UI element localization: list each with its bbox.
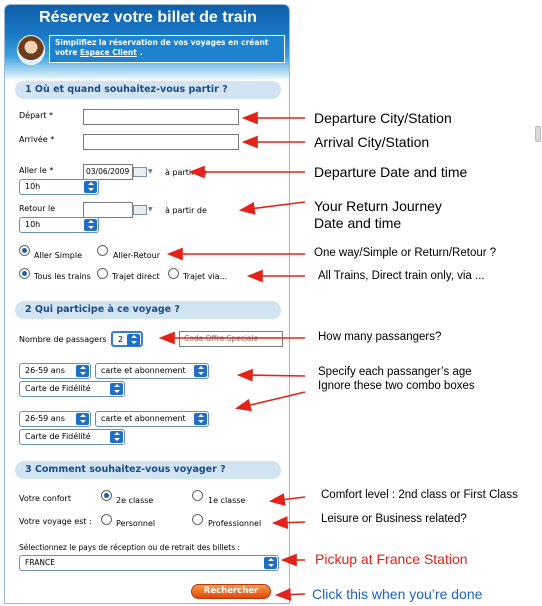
confort-label: Votre confort: [19, 494, 71, 503]
annotation-return-line1: Your Return Journey: [314, 198, 442, 214]
tous-trains-label: Tous les trains: [34, 272, 91, 281]
arrow-comfort: [272, 497, 305, 501]
aller-time-select[interactable]: 10h: [19, 179, 99, 195]
annotation-return-line2: Date and time: [314, 215, 402, 231]
aller-date-input[interactable]: 03/06/2009: [83, 164, 133, 180]
code-offre-input[interactable]: Code Offre Speciale: [179, 331, 283, 347]
annotation-depart: Departure City/Station: [314, 110, 452, 126]
espace-client-link[interactable]: Espace Client: [80, 48, 137, 57]
annotation-leisure: Leisure or Business related?: [321, 513, 467, 525]
annotation-one-way: One way/Simple or Return/Retour ?: [314, 247, 497, 259]
annotation-age-line1: Specify each passanger’s age: [318, 366, 472, 378]
p2-age-select[interactable]: 26-59 ans: [19, 411, 91, 427]
annotation-age-line2: Ignore these two combo boxes: [318, 380, 475, 392]
p1-age-select[interactable]: 26-59 ans: [19, 363, 91, 379]
banner-line2-prefix: votre: [55, 48, 81, 57]
banner-line2-suffix: .: [136, 48, 143, 57]
p1-fidelite-select[interactable]: Carte de Fidélité: [19, 381, 125, 397]
annotation-trains: All Trains, Direct train only, via ...: [318, 270, 485, 282]
form-title: Réservez votre billet de train: [39, 9, 257, 26]
professionnel-label: Professionnel: [208, 519, 262, 528]
retour-time-select[interactable]: 10h: [19, 217, 99, 233]
arrow-age-1: [240, 375, 305, 376]
pays-label: Sélectionnez le pays de réception ou de retrait des billets :: [19, 543, 241, 552]
voyage-label: Votre voyage est :: [19, 517, 92, 526]
passagers-select[interactable]: 2: [111, 331, 143, 347]
arrow-age-2: [238, 392, 305, 408]
aller-retour-label: Aller-Retour: [113, 251, 161, 260]
section-2-title: 2 Qui participe à ce voyage ?: [15, 301, 281, 319]
retour-partir-label: à partir de: [165, 206, 207, 215]
annotation-click: Click this when you’re done: [312, 586, 483, 602]
banner-line1: Simplifiez la réservation de vos voyages en créant: [55, 38, 269, 47]
annotation-pickup: Pickup at France Station: [315, 551, 468, 567]
p1-carte-select[interactable]: carte et abonnement: [95, 363, 209, 379]
calendar-dropdown-icon[interactable]: ▼: [148, 206, 153, 213]
personnel-label: Personnel: [116, 519, 156, 528]
p2-carte-select[interactable]: carte et abonnement: [95, 411, 209, 427]
aller-label: Aller le *: [19, 166, 54, 175]
arrivee-label: Arrivée *: [19, 135, 55, 144]
pays-select[interactable]: FRANCE: [19, 555, 279, 571]
passagers-label: Nombre de passagers: [19, 335, 107, 344]
section-1-title: 1 Où et quand souhaitez-vous partir ?: [15, 81, 281, 99]
retour-label: Retour le: [19, 204, 56, 213]
arrow-return: [242, 202, 305, 210]
trajet-direct-label: Trajet direct: [112, 272, 160, 281]
annotation-arrivee: Arrival City/Station: [314, 134, 430, 150]
arrow-click: [278, 594, 305, 595]
classe-2-label: 2e classe: [116, 496, 154, 505]
annotation-departure-date: Departure Date and time: [314, 164, 468, 180]
aller-simple-label: Aller Simple: [34, 251, 82, 260]
rechercher-button[interactable]: Rechercher: [191, 584, 271, 599]
annotation-comfort: Comfort level : 2nd class or First Class: [321, 489, 518, 501]
calendar-dropdown-icon[interactable]: ▼: [148, 168, 153, 175]
depart-label: Départ *: [19, 111, 54, 120]
p2-fidelite-select[interactable]: Carte de Fidélité: [19, 429, 125, 445]
arrow-leisure: [275, 522, 305, 523]
classe-1-label: 1e classe: [208, 496, 246, 505]
annotation-passengers: How many passangers?: [318, 331, 442, 343]
section-3-title: 3 Comment souhaitez-vous voyager ?: [15, 461, 281, 479]
aller-partir-label: à partir de: [165, 168, 207, 177]
trajet-via-label: Trajet via...: [183, 272, 228, 281]
